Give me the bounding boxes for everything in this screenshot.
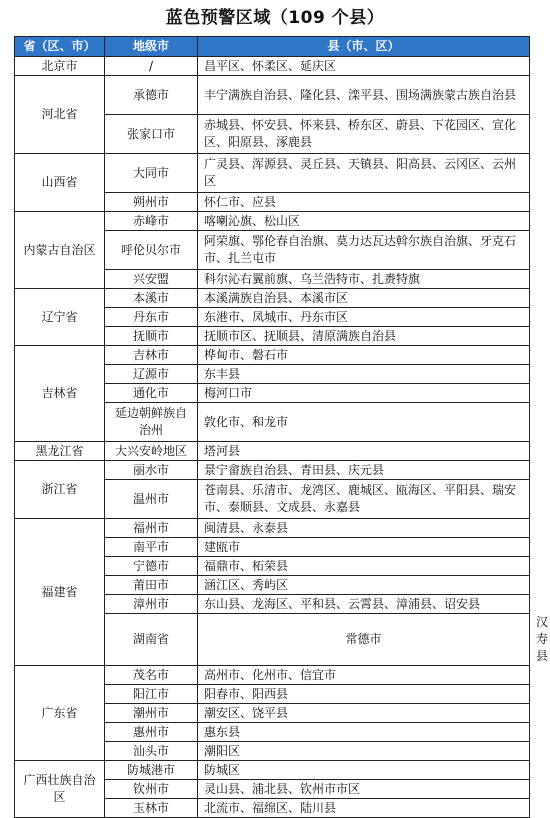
county-cell: 苍南县、乐清市、龙湾区、鹿城区、瓯海区、平阳县、瑞安市、泰顺县、文成县、永嘉县 — [198, 480, 530, 519]
county-cell: 阳春市、阳西县 — [198, 685, 530, 704]
table-body — [15, 57, 549, 818]
city-cell: 汕头市 — [105, 742, 198, 761]
county-cell: 潮阳区 — [198, 742, 530, 761]
county-cell: 抚顺市区、抚顺县、清原满族自治县 — [198, 327, 530, 346]
county-cell: 涵江区、秀屿区 — [198, 576, 530, 595]
province-cell: 福建省 — [15, 519, 105, 666]
table-row — [15, 154, 530, 193]
city-cell: 大兴安岭地区 — [105, 442, 198, 461]
city-cell: 延边朝鲜族自治州 — [105, 403, 198, 442]
province-cell: 内蒙古自治区 — [15, 212, 105, 289]
county-cell: 建瓯市 — [198, 538, 530, 557]
province-cell: 吉林省 — [15, 346, 105, 442]
table-row — [15, 212, 530, 231]
city-cell: 吉林市 — [105, 346, 198, 365]
city-cell: 丽水市 — [105, 461, 198, 480]
city-cell: / — [105, 57, 198, 76]
county-cell: 怀仁市、应县 — [198, 193, 530, 212]
county-cell: 阿荣旗、鄂伦春自治旗、莫力达瓦达斡尔族自治旗、牙克石市、扎兰屯市 — [198, 231, 530, 270]
county-cell: 东港市、凤城市、丹东市区 — [198, 308, 530, 327]
county-cell: 赤城县、怀安县、怀来县、桥东区、蔚县、下花园区、宣化区、阳原县、涿鹿县 — [198, 115, 530, 154]
county-cell: 惠东县 — [198, 723, 530, 742]
county-cell: 东丰县 — [198, 365, 530, 384]
city-cell: 温州市 — [105, 480, 198, 519]
province-cell: 浙江省 — [15, 461, 105, 519]
header-county: 县（市、区） — [198, 37, 530, 57]
warning-region-table — [14, 36, 549, 818]
city-cell: 防城港市 — [105, 761, 198, 780]
county-cell: 防城区 — [198, 761, 530, 780]
city-cell: 辽源市 — [105, 365, 198, 384]
city-cell: 朔州市 — [105, 193, 198, 212]
province-cell: 广西壮族自治区 — [15, 761, 105, 818]
province-cell: 湖南省 — [105, 614, 198, 666]
city-cell: 大同市 — [105, 154, 198, 193]
city-cell: 阳江市 — [105, 685, 198, 704]
city-cell: 本溪市 — [105, 289, 198, 308]
county-cell: 敦化市、和龙市 — [198, 403, 530, 442]
province-cell: 辽宁省 — [15, 289, 105, 346]
table-row — [15, 442, 530, 461]
city-cell: 呼伦贝尔市 — [105, 231, 198, 270]
table-row — [15, 519, 530, 538]
header-city: 地级市 — [105, 37, 198, 57]
province-cell: 广东省 — [15, 666, 105, 761]
city-cell: 钦州市 — [105, 780, 198, 799]
city-cell: 宁德市 — [105, 557, 198, 576]
county-cell: 灵山县、浦北县、钦州市市区 — [198, 780, 530, 799]
city-cell: 玉林市 — [105, 799, 198, 818]
county-cell: 广灵县、浑源县、灵丘县、天镇县、阳高县、云冈区、云州区 — [198, 154, 530, 193]
table-row — [15, 57, 530, 76]
table-row — [15, 461, 530, 480]
county-cell: 梅河口市 — [198, 384, 530, 403]
county-cell: 闽清县、永泰县 — [198, 519, 530, 538]
city-cell: 抚顺市 — [105, 327, 198, 346]
table-row — [15, 289, 530, 308]
province-cell: 黑龙江省 — [15, 442, 105, 461]
county-cell: 喀喇沁旗、松山区 — [198, 212, 530, 231]
city-cell: 赤峰市 — [105, 212, 198, 231]
city-cell: 通化市 — [105, 384, 198, 403]
city-cell: 张家口市 — [105, 115, 198, 154]
county-cell: 桦甸市、磐石市 — [198, 346, 530, 365]
county-cell: 本溪满族自治县、本溪市区 — [198, 289, 530, 308]
county-cell: 科尔沁右翼前旗、乌兰浩特市、扎赉特旗 — [198, 270, 530, 289]
city-cell: 福州市 — [105, 519, 198, 538]
table-header-row — [15, 37, 530, 57]
header-province: 省（区、市） — [15, 37, 105, 57]
table-row — [15, 761, 530, 780]
county-cell: 东山县、龙海区、平和县、云霄县、漳浦县、诏安县 — [198, 595, 530, 614]
page-title: 蓝色预警区域（109 个县） — [165, 8, 385, 28]
city-cell: 茂名市 — [105, 666, 198, 685]
county-cell: 丰宁满族自治县、隆化县、滦平县、围场满族蒙古族自治县 — [198, 76, 530, 115]
city-cell: 承德市 — [105, 76, 198, 115]
city-cell: 潮州市 — [105, 704, 198, 723]
county-cell: 景宁畲族自治县、青田县、庆元县 — [198, 461, 530, 480]
county-cell: 北流市、福绵区、陆川县 — [198, 799, 530, 818]
city-cell: 惠州市 — [105, 723, 198, 742]
county-cell: 福鼎市、柘荣县 — [198, 557, 530, 576]
city-cell: 南平市 — [105, 538, 198, 557]
city-cell: 兴安盟 — [105, 270, 198, 289]
province-cell: 山西省 — [15, 154, 105, 212]
table-row — [15, 76, 530, 115]
province-cell: 河北省 — [15, 76, 105, 154]
city-cell: 丹东市 — [105, 308, 198, 327]
county-cell: 潮安区、饶平县 — [198, 704, 530, 723]
table-row — [15, 666, 530, 685]
city-cell: 常德市 — [198, 614, 530, 666]
table-row: 湖南省 常德市 汉寿县 — [15, 614, 530, 666]
city-cell: 漳州市 — [105, 595, 198, 614]
province-cell: 北京市 — [15, 57, 105, 76]
county-cell: 昌平区、怀柔区、延庆区 — [198, 57, 530, 76]
county-cell: 高州市、化州市、信宜市 — [198, 666, 530, 685]
table-row — [15, 346, 530, 365]
county-cell: 塔河县 — [198, 442, 530, 461]
city-cell: 莆田市 — [105, 576, 198, 595]
